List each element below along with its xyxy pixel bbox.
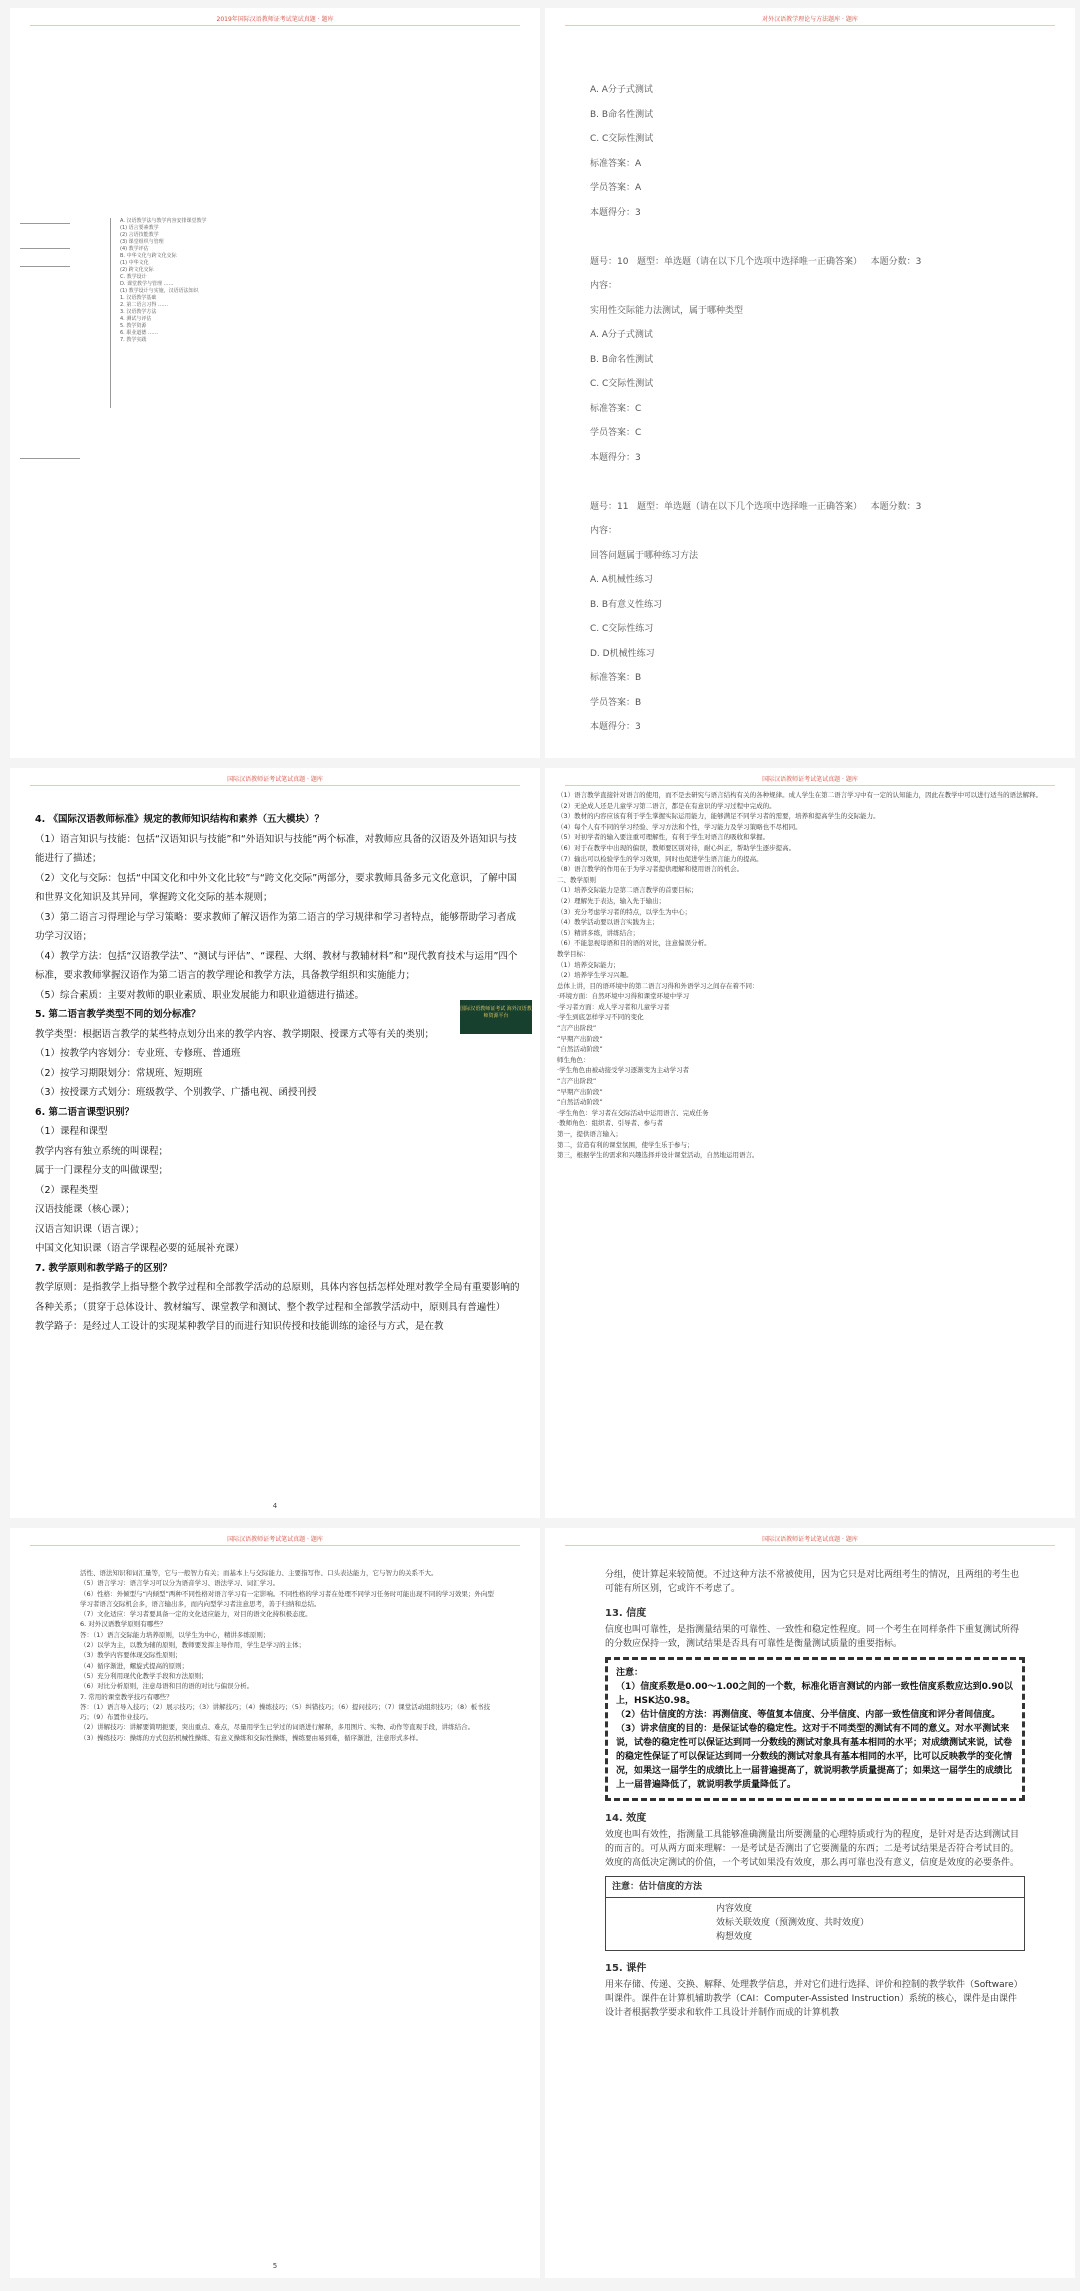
paragraph: （2）文化与交际：包括“中国文化和中外文化比较”与“跨文化交际”两部分，要求教师具备多元文化意识，了解中国和世界文化知识及其异同，掌握跨文化交际的基本规则； bbox=[35, 872, 517, 903]
text-line: A. A机械性练习 bbox=[590, 575, 653, 585]
page-2-body bbox=[590, 78, 1050, 740]
text-line: 本题得分：3 bbox=[590, 722, 641, 732]
text-line: 内容： bbox=[590, 526, 618, 536]
text-line: （8）语言教学的作用在于为学习者提供理解和使用语言的机会。 bbox=[557, 865, 744, 874]
text-line: A. A分子式测试 bbox=[590, 85, 653, 95]
page-header: 对外汉语教学理论与方法题库 · 题库 bbox=[762, 16, 858, 23]
text-line: 学员答案：B bbox=[590, 697, 642, 708]
text-line: （2）培养学生学习兴趣。 bbox=[557, 971, 633, 980]
text-line: 第三，根据学生的需求和兴趣选择并设计课堂活动，自然地运用语言。 bbox=[557, 1151, 759, 1160]
page-header: 国际汉语教师证考试笔试真题 · 题库 bbox=[762, 776, 858, 783]
text-line: （3）教学内容要体现交际性原则； bbox=[80, 1651, 182, 1660]
paragraph: 效度也叫有效性，指测量工具能够准确测量出所要测量的心理特质或行为的程度，是针对是否达到测试目的而言的。可从两方面来理解：一是考试是否测出了它要测量的东西；二是考试结果是否符合考试目的。效度的高低决定测试的价值，一个考试如果没有效度，那么再可靠也没有意义，信度是效度的必要条件。 bbox=[605, 1830, 1020, 1868]
text-line: （5）精讲多练，讲练结合； bbox=[557, 928, 640, 937]
text-line: 二、教学原则 bbox=[557, 875, 596, 884]
text-line: 标准答案：C bbox=[590, 403, 642, 414]
text-line: ·学生角色由被动接受学习逐渐变为主动学习者 bbox=[557, 1066, 690, 1075]
text-line: （6）对比分析原则，注意母语和目的语的对比与偏误分析。 bbox=[80, 1682, 254, 1691]
paragraph: （5）综合素质：主要对教师的职业素质、职业发展能力和职业道德进行描述。 bbox=[35, 989, 365, 1001]
page-number: 4 bbox=[272, 1502, 278, 1510]
paragraph: 汉语技能课（核心课）； bbox=[35, 1204, 135, 1215]
text-line: （6）对于在教学中出现的偏误，教师要区别对待，耐心纠正，帮助学生逐步提高。 bbox=[557, 843, 796, 852]
text-line: “早期产出阶段” bbox=[557, 1034, 603, 1043]
section-heading: 13. 信度 bbox=[605, 1608, 647, 1619]
text-line: 内容： bbox=[590, 281, 618, 291]
text-line: 学员答案：A bbox=[590, 183, 642, 193]
text-line: “早期产出阶段” bbox=[557, 1087, 603, 1096]
text-line: A. A分子式测试 bbox=[590, 330, 653, 340]
text-line: （2）讲解技巧：讲解要简明扼要，突出重点、难点，尽量用学生已学过的词语进行解释，多用图片、实物、动作等直观手段，讲练结合。 bbox=[80, 1723, 475, 1732]
text-line: 标准答案：B bbox=[590, 673, 642, 683]
paragraph: （3）按授课方式划分：班级教学、个别教学、广播电视、函授刊授 bbox=[35, 1087, 317, 1098]
page-header: 国际汉语教师证考试笔试真题 · 题库 bbox=[227, 1536, 323, 1543]
text-line: 题号：10 题型：单选题（请在以下几个选项中选择唯一正确答案） 本题分数：3 bbox=[590, 256, 922, 267]
note-table-item: 效标关联效度（预测效度、共时效度） bbox=[716, 1918, 870, 1928]
section-heading: 5. 第二语言教学类型不同的划分标准？ bbox=[35, 1009, 201, 1020]
document-page-5 bbox=[10, 1528, 540, 2278]
page-4-body bbox=[557, 790, 1062, 1161]
paragraph: （1）按教学内容划分：专业班、专修班、普通班 bbox=[35, 1048, 241, 1059]
note-line: （3）讲求信度的目的：是保证试卷的稳定性。这对于不同类型的测试有不同的意义。对水平测试来说，试卷的稳定性可以保证达到同一分数线的测试对象具有基本相同的水平；对成绩测试来说，试卷的稳定性保证了可以保证达到同一分数线的测试对象具有基本相同的水平，比可以反映教学的变化情况，如果这一届学生的成绩比上一届普遍提高了，就说明教学质量提高了；如果这一届学生的成绩比上一届普遍降低了，就说明教学质量降低了。 bbox=[616, 1724, 1013, 1790]
paragraph: （3）第二语言习得理论与学习策略：要求教师了解汉语作为第二语言的学习规律和学习者特点，能够帮助学习者成功学习汉语； bbox=[35, 911, 517, 942]
note-line: （1）信度系数是0.00～1.00之间的一个数，标准化语言测试的内部一致性信度系数应达到0.90以上，HSK达0.98。 bbox=[616, 1682, 1013, 1706]
paragraph: 信度也叫可靠性，是指测量结果的可靠性、一致性和稳定性程度。同一个考生在同样条件下重复测试所得的分数应保持一致，测试结果是否具有可靠性是衡量测试质量的重要指标。 bbox=[605, 1625, 1020, 1649]
text-line: 第一，提供语言输入； bbox=[557, 1130, 622, 1138]
note-line: （2）估计信度的方法：再测信度、等值复本信度、分半信度、内部一致性信度和评分者间信度。 bbox=[616, 1710, 1001, 1720]
text-line: 题号：11 题型：单选题（请在以下几个选项中选择唯一正确答案） 本题分数：3 bbox=[590, 501, 922, 512]
text-line: A. 汉语教学法与教学内容安排课堂教学 bbox=[120, 218, 207, 224]
margin-field-line bbox=[20, 458, 80, 459]
text-line: （5）对初学者的输入要注重可理解性，有利于学生对语言的吸收和掌握。 bbox=[557, 833, 770, 842]
text-line: B. B命名性测试 bbox=[590, 354, 654, 365]
paragraph: 教学类型：根据语言教学的某些特点划分出来的教学内容、教学期限、授课方式等有关的类别； bbox=[35, 1028, 435, 1040]
text-line: 实用性交际能力法测试，属于哪种类型 bbox=[590, 305, 744, 316]
note-table-title: 注意：估计信度的方法 bbox=[606, 1877, 1024, 1898]
text-line: （2）理解先于表达，输入先于输出； bbox=[557, 896, 666, 905]
text-line: (3) 课堂组织与管理 bbox=[120, 239, 164, 245]
text-line: 6. 职业道德 …… bbox=[120, 330, 158, 336]
text-line: 3. 汉语教学方法 bbox=[120, 309, 157, 315]
section-heading: 6. 第二语言课型识别？ bbox=[35, 1106, 135, 1118]
section-heading: 7. 教学原则和教学路子的区别？ bbox=[35, 1262, 173, 1274]
note-title: 注意： bbox=[616, 1668, 644, 1678]
text-line: （4）循序渐进，螺旋式提高的原则； bbox=[80, 1661, 189, 1670]
header-rule bbox=[30, 1545, 520, 1546]
paragraph: 教学内容有独立系统的叫课程； bbox=[35, 1145, 169, 1157]
page-header: 2019年国际汉语教师证考试笔试真题 · 题库 bbox=[216, 16, 334, 23]
text-line: 回答问题属于哪种练习方法 bbox=[590, 550, 699, 561]
text-line: 本题得分：3 bbox=[590, 452, 641, 463]
section-heading: 4. 《国际汉语教师标准》规定的教师知识结构和素养（五大模块）？ bbox=[35, 814, 325, 825]
text-line: 答：（1）语言交际能力培养原则，以学生为中心，精讲多练原则； bbox=[80, 1630, 270, 1639]
paragraph: 分组，使计算起来较简便。不过这种方法不常被使用，因为它只是对比两组考生的情况，且两组的考生也可能有所区别，它或许不考虑了。 bbox=[605, 1570, 1020, 1594]
document-page-4 bbox=[545, 768, 1075, 1518]
text-line: 教学目标： bbox=[557, 949, 590, 958]
document-page-1 bbox=[10, 8, 540, 758]
text-line: ·学生角色：学习者在交际活动中运用语言、完成任务 bbox=[557, 1108, 709, 1117]
text-line: （2）以学为主，以教为辅的原则，教师要发挥主导作用，学生是学习的主体； bbox=[80, 1641, 306, 1650]
text-line: 第二，营造有利的课堂氛围，使学生乐于参与； bbox=[557, 1140, 694, 1149]
document-page-3 bbox=[10, 768, 540, 1518]
text-line: B. B有意义性练习 bbox=[590, 599, 663, 610]
text-line: （1）语言教学直接针对语言的使用，而不是去研究与语言结构有关的各种规律。成人学生在第二语言学习中有一定的认知能力，因此在教学中可以进行适当的语法解释。 bbox=[557, 791, 1043, 799]
paragraph: （4）教学方法：包括“汉语教学法”、“测试与评估”、“课程、大纲、教材与教辅材料”和“现代教育技术与运用”四个标准，要求教师掌握汉语作为第二语言的教学理论和教学方法，具备教学组织和实施能力； bbox=[35, 950, 518, 981]
note-table-item: 内容效度 bbox=[716, 1904, 753, 1914]
text-line: （7）输出可以检验学生的学习效果，同时也促进学生语言能力的提高。 bbox=[557, 854, 763, 863]
paragraph: 汉语言知识课（语言课）； bbox=[35, 1223, 145, 1235]
text-line: （2）无论成人还是儿童学习第二语言，都是在有意识的学习过程中完成的。 bbox=[557, 801, 776, 810]
text-line: C. 教学设计 bbox=[120, 274, 147, 280]
text-line: (2) 跨文化交际 bbox=[120, 267, 154, 273]
text-line: D. D机械性练习 bbox=[590, 648, 655, 659]
text-line: 学员答案：C bbox=[590, 428, 642, 438]
text-line: 标准答案：A bbox=[590, 158, 642, 169]
text-line: （1）培养交际能力； bbox=[557, 960, 620, 969]
text-line bbox=[590, 225, 1050, 250]
text-line: (1) 语言要素教学 bbox=[120, 225, 159, 231]
page-1-body bbox=[120, 218, 420, 344]
page-header: 国际汉语教师证考试笔试真题 · 题库 bbox=[227, 776, 323, 783]
text-line: “言产出阶段” bbox=[557, 1024, 597, 1033]
text-line: B. 中华文化与跨文化交际 bbox=[120, 253, 177, 259]
text-line: 答：（1）语言导入技巧；（2）展示技巧；（3）讲解技巧；（4）操练技巧；（5）纠错技巧；（6）提问技巧；（7）课堂活动组织技巧；（8）板书技巧；（9）布置作业技巧。 bbox=[80, 1702, 491, 1722]
text-line: （7）文化适应：学习者要具备一定的文化适应能力，对目的语文化持积极态度。 bbox=[80, 1610, 312, 1619]
page-header: 国际汉语教师证考试笔试真题 · 题库 bbox=[762, 1536, 858, 1543]
margin-field-line bbox=[20, 266, 70, 267]
text-line: ·学生到底怎样学习不同的变化 bbox=[557, 1013, 644, 1022]
header-rule bbox=[30, 785, 520, 786]
text-line: ·环境方面：自然环境中习得和课堂环境中学习 bbox=[557, 992, 690, 1001]
document-page-6 bbox=[545, 1528, 1075, 2278]
text-line: B. B命名性测试 bbox=[590, 109, 654, 120]
paragraph: （1）课程和课型 bbox=[35, 1126, 108, 1137]
text-line: “言产出阶段” bbox=[557, 1077, 597, 1086]
text-line: （3）操练技巧：操练的方式包括机械性操练、有意义操练和交际性操练，操练要由易到难，循序渐进，注意形式多样。 bbox=[80, 1733, 423, 1742]
text-line: （1）培养交际能力是第二语言教学的首要目标； bbox=[557, 886, 698, 895]
note-table-item: 构想效度 bbox=[716, 1932, 753, 1942]
text-line: 2. 第二语言习得 …… bbox=[120, 302, 168, 308]
text-line: （6）性格：外倾型与“内倾型”两种不同性格对语言学习有一定影响。不同性格的学习者在处理不同学习任务时可能出现不同的学习效果；外向型学习者语言交际机会多，语言输出多，而内向型学习者注意思考，善于归纳和总结。 bbox=[80, 1589, 494, 1608]
header-rule bbox=[565, 1545, 1055, 1546]
paragraph: （2）按学习期限划分：常规班、短期班 bbox=[35, 1067, 203, 1079]
paragraph: （1）语言知识与技能：包括“汉语知识与技能”和“外语知识与技能”两个标准，对教师应具备的汉语及外语知识与技能进行了描述； bbox=[35, 833, 517, 864]
paragraph: 教学路子：是经过人工设计的实现某种教学目的而进行知识传授和技能训练的途径与方式，是在教 bbox=[35, 1321, 444, 1332]
text-line: （5）充分利用现代化教学手段和方法原则； bbox=[80, 1671, 208, 1680]
header-rule bbox=[30, 25, 520, 26]
text-line: 师生角色： bbox=[557, 1055, 590, 1064]
page-5-body bbox=[80, 1568, 500, 1743]
text-line: D. 课堂教学与管理 …… bbox=[120, 281, 174, 287]
header-rule bbox=[565, 785, 1055, 786]
paragraph: 中国文化知识课（语言学课程必要的延展补充课） bbox=[35, 1243, 245, 1254]
text-line bbox=[590, 470, 1050, 495]
text-line: 4. 测试与评估 bbox=[120, 316, 152, 322]
text-line: ·教师角色：组织者、引导者、参与者 bbox=[557, 1119, 664, 1128]
note-box bbox=[605, 1657, 1025, 1801]
text-line: ·学习者方面：成人学习者和儿童学习者 bbox=[557, 1002, 670, 1011]
text-line: （4）教学活动要以语言实践为主； bbox=[557, 918, 659, 927]
text-line: “自然活动阶段” bbox=[557, 1098, 603, 1107]
text-line: (2) 言语技能教学 bbox=[120, 232, 159, 238]
document-page-2 bbox=[545, 8, 1075, 758]
paragraph: 教学原则：是指教学上指导整个教学过程和全部教学活动的总原则，具体内容包括怎样处理对教学全局有重要影响的各种关系；（贯穿于总体设计、教材编写、课堂教学和测试、整个教学过程和全部教学活动中，原则具有普遍性） bbox=[35, 1282, 520, 1313]
text-line: C. C交际性测试 bbox=[590, 379, 654, 389]
note-table bbox=[605, 1876, 1025, 1951]
text-line: （3）教材的内容应该有利于学生掌握实际运用能力，能够满足不同学习者的需要，培养和提高学生的交际能力。 bbox=[557, 812, 880, 821]
margin-field-line bbox=[20, 223, 70, 224]
text-line: （6）不能忽视母语和目的语的对比，注意偏误分析。 bbox=[557, 939, 711, 948]
text-line: 1. 汉语教学基础 bbox=[120, 295, 157, 301]
text-line: 5. 教学资源 bbox=[120, 323, 147, 329]
text-line: 活性、语法知识和词汇量等，它与一般智力有关；而基本上与交际能力、主要指写作、口头表达能力，它与智力的关系不大。 bbox=[80, 1569, 438, 1577]
watermark-stamp: 国际汉语教师证考试 海外汉语教师资源平台 bbox=[460, 1000, 532, 1034]
page-3-body bbox=[35, 810, 520, 1337]
text-line: “自然活动阶段” bbox=[557, 1045, 603, 1054]
text-line: 7. 教学实践 bbox=[120, 337, 147, 343]
margin-field-line bbox=[20, 248, 70, 249]
text-line: (1) 教学设计与实施，汉语语法知识 bbox=[120, 288, 199, 294]
section-heading: 14. 效度 bbox=[605, 1813, 647, 1824]
paragraph: 用来存储、传递、交换、解释、处理教学信息，并对它们进行选择、评价和控制的教学软件（Software）叫课件。课件在计算机辅助教学（CAI：Computer-Assisted Instruction）系统的核心，课件是由课件设计者根据教学要求和软件工具设计并制作而成的计算机教 bbox=[605, 1980, 1023, 2018]
text-line: 本题得分：3 bbox=[590, 207, 641, 218]
text-line: (4) 教学评估 bbox=[120, 246, 149, 252]
page-number: 5 bbox=[272, 2262, 278, 2270]
text-line: (1) 中华文化 bbox=[120, 260, 149, 266]
text-line: （4）每个人有不同的学习经验、学习方法和个性，学习能力及学习策略也不尽相同。 bbox=[557, 822, 802, 831]
page-6-body bbox=[605, 1568, 1025, 2020]
text-line: 7. 常用的课堂教学技巧有哪些？ bbox=[80, 1692, 173, 1701]
text-line: 总体上讲，目的语环境中的第二语言习得和外语学习之间存在着不同： bbox=[557, 981, 759, 990]
section-heading: 15. 课件 bbox=[605, 1963, 647, 1974]
paragraph: （2）课程类型 bbox=[35, 1184, 99, 1196]
header-rule bbox=[565, 25, 1055, 26]
text-line: （5）语言学习：语言学习可以分为语音学习、语法学习、词汇学习。 bbox=[80, 1579, 280, 1588]
text-line: 6. 对外汉语教学原则有哪些？ bbox=[80, 1620, 167, 1629]
tree-connector bbox=[110, 218, 112, 408]
paragraph: 属于一门课程分支的叫做课型； bbox=[35, 1165, 169, 1176]
text-line: （3）充分考虑学习者的特点，以学生为中心； bbox=[557, 907, 692, 916]
text-line: C. C交际性测试 bbox=[590, 134, 654, 144]
text-line: C. C交际性练习 bbox=[590, 624, 654, 634]
